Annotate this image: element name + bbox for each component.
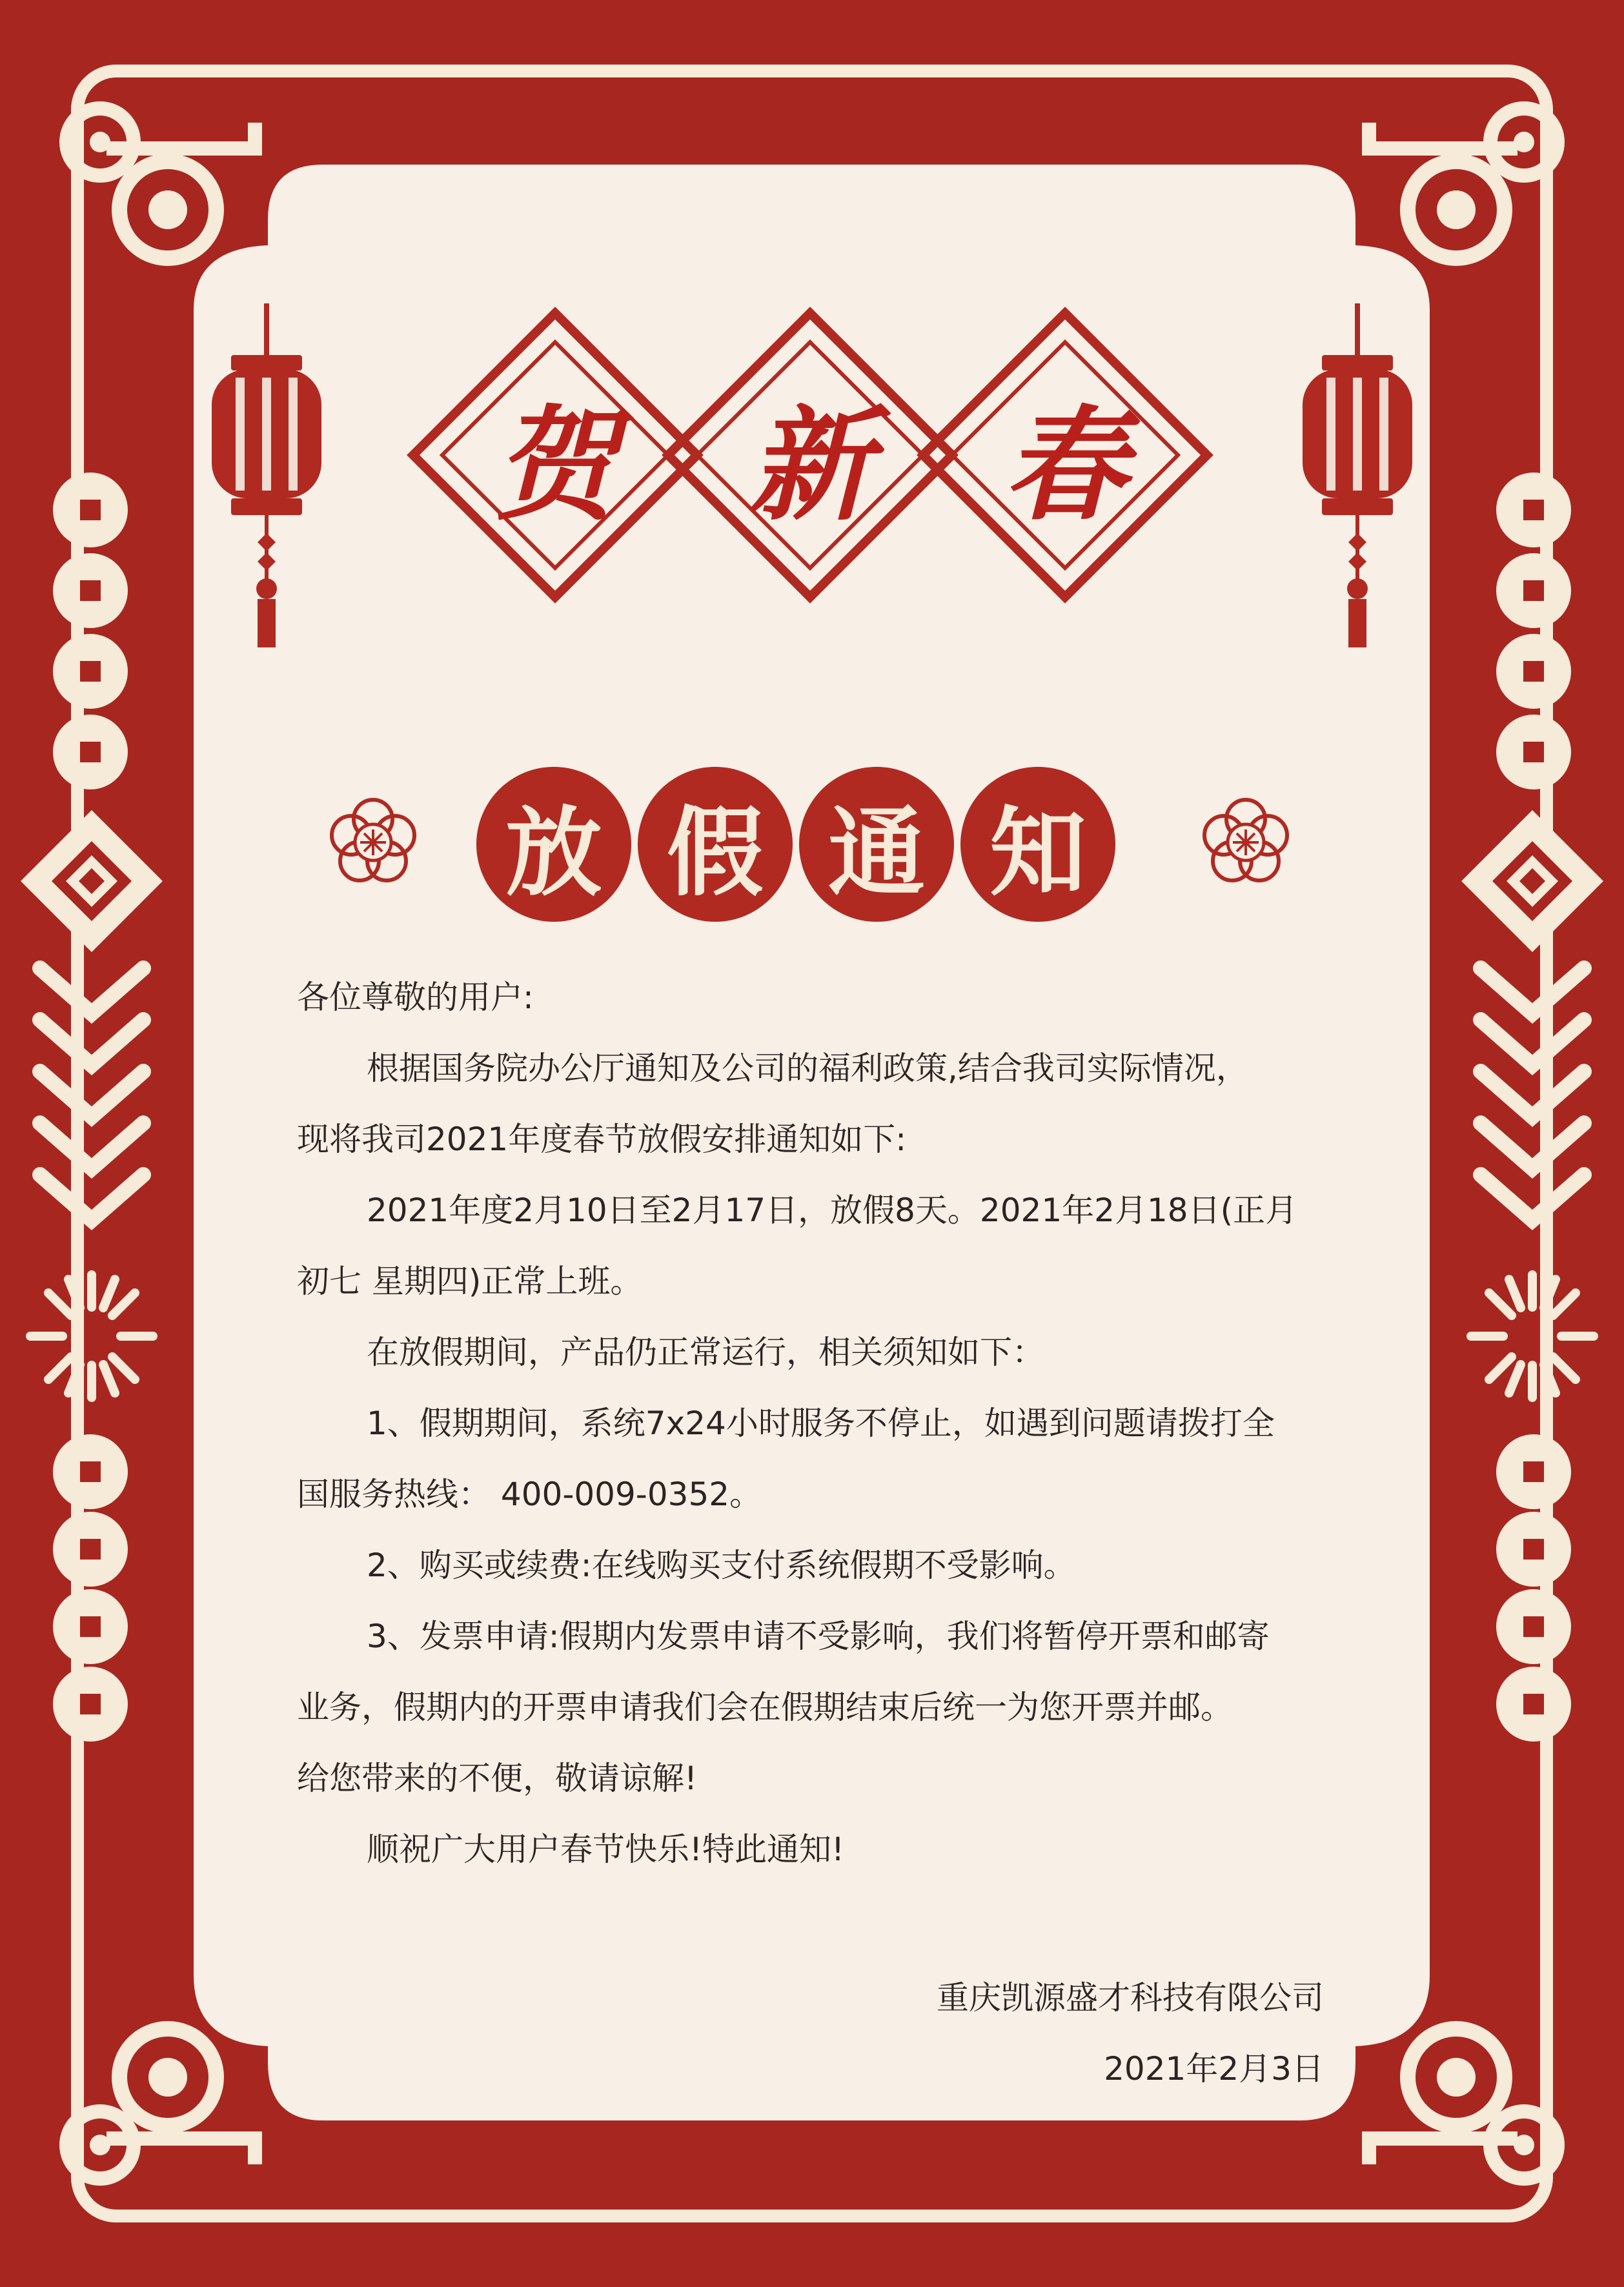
cloud-scroll-icon bbox=[66, 108, 255, 258]
letter-body bbox=[297, 962, 1330, 1885]
firework-icon bbox=[1471, 1275, 1594, 1398]
diamond-ornament-icon bbox=[21, 810, 163, 952]
chevron-pattern-icon bbox=[40, 1175, 143, 1220]
cloud-scroll-icon bbox=[1369, 2029, 1558, 2179]
chevron-pattern-icon bbox=[1481, 1123, 1584, 1168]
paragraph-2-line-1: 2021年度2月10日至2月17日，放假8天。2021年2月18日(正月 bbox=[367, 1192, 1298, 1229]
banner-char-he: 贺 bbox=[493, 392, 616, 537]
paragraph-6-line-2: 业务，假期内的开票申请我们会在假期结束后统一为您开票并邮。 bbox=[297, 1689, 1233, 1726]
coin-icon bbox=[53, 715, 128, 789]
coin-icon bbox=[1496, 1589, 1571, 1664]
paragraph-1-line-1: 根据国务院办公厅通知及公司的福利政策,结合我司实际情况， bbox=[367, 1050, 1248, 1087]
coin-icon bbox=[53, 1434, 128, 1509]
coin-icon bbox=[53, 1667, 128, 1742]
cloud-scroll-icon bbox=[1369, 108, 1558, 258]
signature-block bbox=[937, 1962, 1324, 2104]
banner-char-xin: 新 bbox=[748, 392, 871, 537]
coin-icon bbox=[1496, 553, 1571, 628]
coin-icon bbox=[1496, 715, 1571, 789]
coin-icon bbox=[53, 473, 128, 547]
paragraph-3: 在放假期间，产品仍正常运行，相关须知如下： bbox=[367, 1334, 1044, 1371]
coin-icon bbox=[1496, 473, 1571, 547]
chevron-pattern-icon bbox=[1481, 1020, 1584, 1065]
paragraph-4-line-1: 1、假期期间，系统7x24小时服务不停止，如遇到问题请拨打全 bbox=[367, 1405, 1275, 1442]
signature-date: 2021年2月3日 bbox=[1104, 2050, 1324, 2088]
chevron-pattern-icon bbox=[40, 1072, 143, 1117]
chevron-pattern-icon bbox=[40, 1123, 143, 1168]
chevron-pattern-icon bbox=[40, 968, 143, 1013]
coin-icon bbox=[53, 553, 128, 628]
chevron-pattern-icon bbox=[40, 1020, 143, 1065]
paragraph-7: 顺祝广大用户春节快乐!特此通知! bbox=[367, 1831, 845, 1868]
paragraph-5: 2、购买或续费:在线购买支付系统假期不受影响。 bbox=[367, 1547, 1076, 1584]
notice-title-char-2: 假 bbox=[638, 767, 793, 922]
notice-title-char-3: 通 bbox=[799, 767, 954, 922]
chevron-pattern-icon bbox=[1481, 1072, 1584, 1117]
chevron-pattern-icon bbox=[1481, 1175, 1584, 1220]
coin-icon bbox=[1496, 634, 1571, 709]
banner-char-chun: 春 bbox=[1003, 392, 1126, 537]
company-name: 重庆凯源盛才科技有限公司 bbox=[937, 1979, 1324, 2017]
notice-title-char-1: 放 bbox=[476, 767, 631, 922]
notice-title-char-4: 知 bbox=[960, 767, 1115, 922]
coin-icon bbox=[1496, 1512, 1571, 1587]
chevron-pattern-icon bbox=[1481, 968, 1584, 1013]
coin-icon bbox=[53, 1512, 128, 1587]
paragraph-6-line-1: 3、发票申请:假期内发票申请不受影响，我们将暂停开票和邮寄 bbox=[367, 1618, 1270, 1655]
paragraph-1-line-2: 现将我司2021年度春节放假安排通知如下: bbox=[297, 1121, 907, 1158]
greeting: 各位尊敬的用户: bbox=[297, 979, 534, 1016]
diamond-ornament-icon bbox=[1461, 810, 1603, 952]
paragraph-2-line-2: 初七 星期四)正常上班。 bbox=[297, 1263, 643, 1300]
cloud-scroll-icon bbox=[66, 2029, 255, 2179]
firework-icon bbox=[30, 1275, 153, 1398]
coin-icon bbox=[1496, 1434, 1571, 1509]
coin-icon bbox=[53, 1589, 128, 1664]
coin-icon bbox=[1496, 1667, 1571, 1742]
coin-icon bbox=[53, 634, 128, 709]
paragraph-4-line-2: 国服务热线： 400-009-0352。 bbox=[297, 1476, 762, 1513]
paragraph-6-line-3: 给您带来的不便，敬请谅解! bbox=[297, 1760, 698, 1797]
